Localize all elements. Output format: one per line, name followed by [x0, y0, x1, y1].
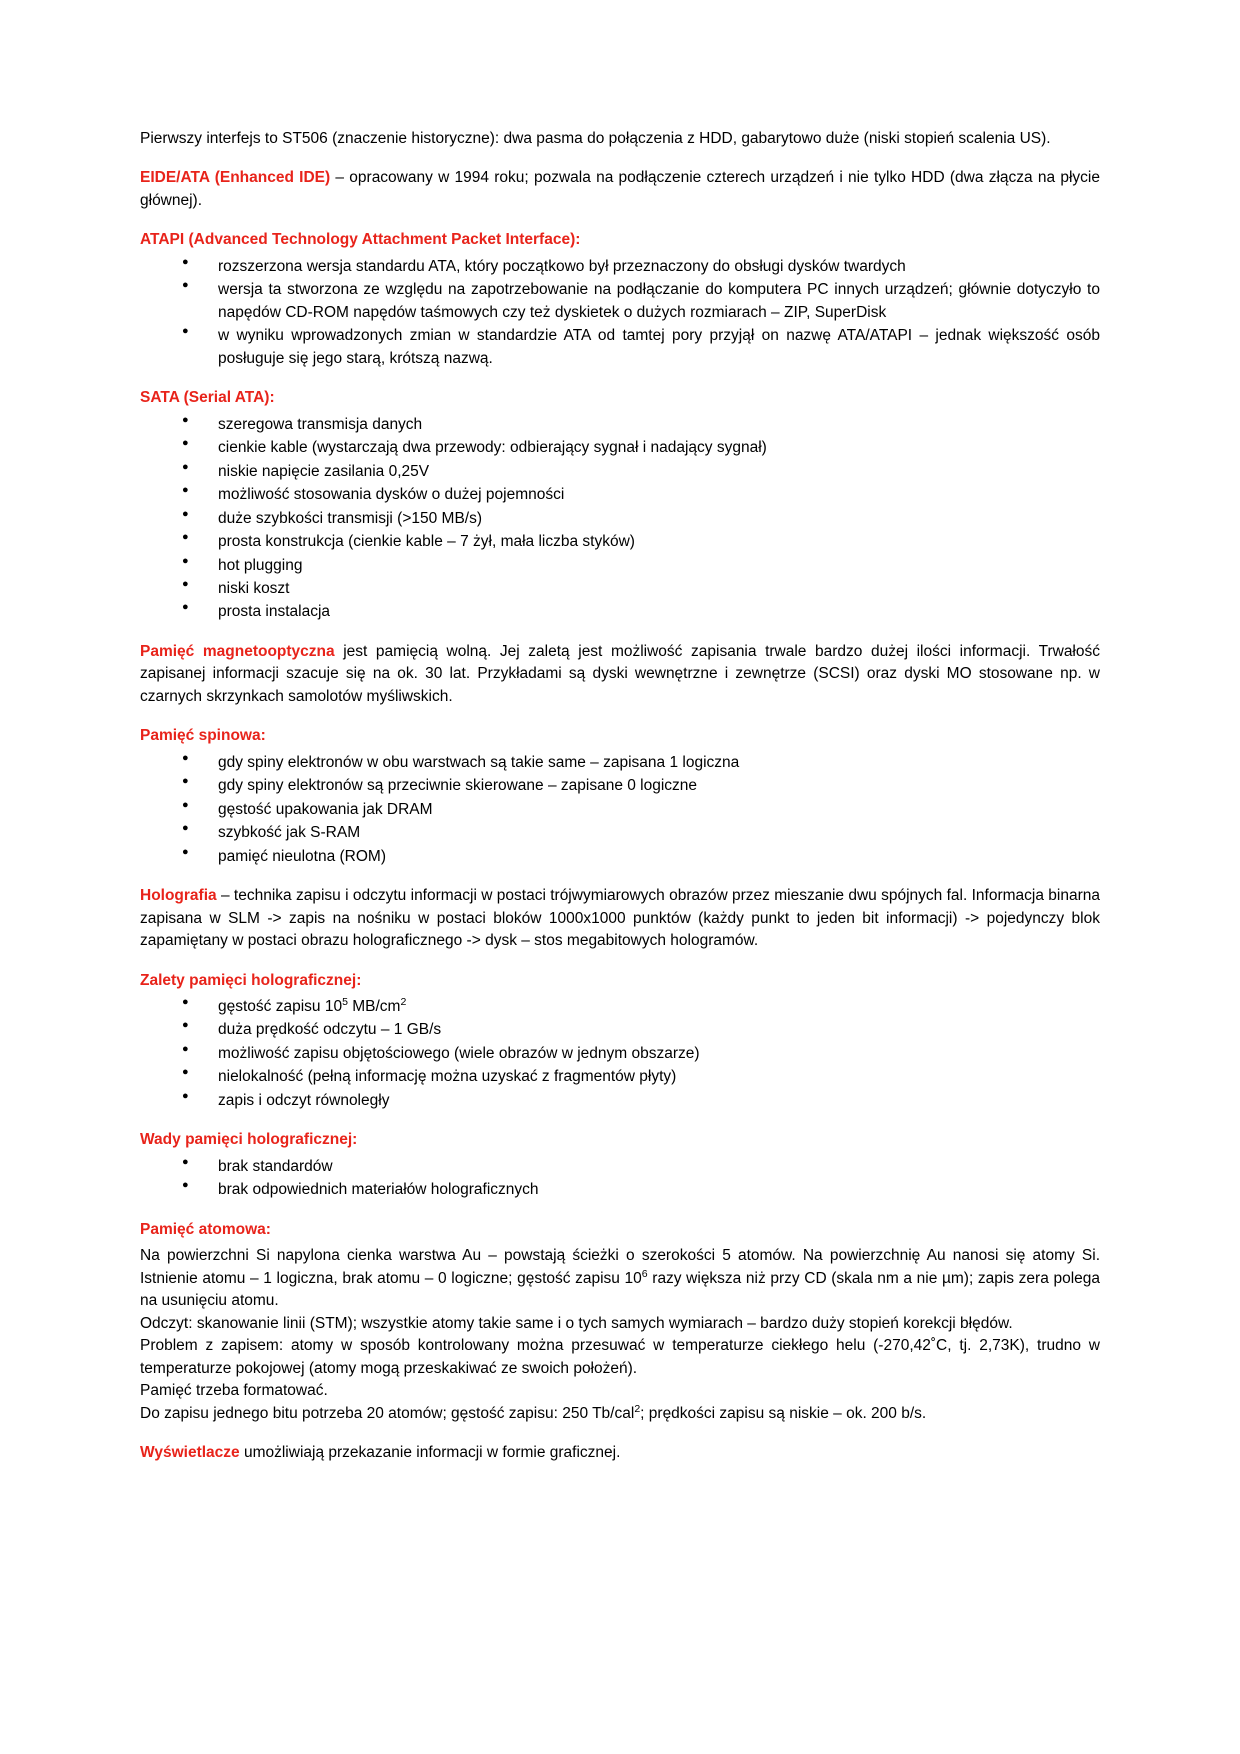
atomowa-heading: Pamięć atomowa: [140, 1220, 271, 1238]
atapi-heading: ATAPI (Advanced Technology Attachment Packet Interface): [140, 231, 581, 249]
spinowa-item-4: ● pamięć nieulotna (ROM) [218, 847, 386, 865]
sata-item-3: ● możliwość stosowania dysków o dużej pojemności [218, 486, 565, 504]
atomowa-body [140, 1245, 1100, 1425]
atapi-item-2: ● w wyniku wprowadzonych zmian w standardzie ATA od tamtej pory przyjął on nazwę ATA/ATAPI – jednak większość osób posługuje się jego starą, krótszą nazwą. [218, 327, 1100, 367]
sata-list [140, 414, 1100, 624]
wyswietlacze-text: umożliwiają przekazanie informacji w formie graficznej. [239, 1443, 621, 1461]
sata-item-8: ● prosta instalacja [218, 603, 331, 621]
atomowa-line1-post: razy większa niż przy CD (skala nm a nie µm); zapis zera polega na usunięciu atomu. [140, 1269, 1100, 1310]
list-item [140, 799, 1100, 821]
atapi-item-1: ● wersja ta stworzona ze względu na zapotrzebowanie na podłączanie do komputera PC innych urządzeń; głównie dotyczyło to napędów CD-ROM napędów taśmowych czy też dyskietek o dużych rozmiarach – ZIP, SuperDisk [218, 281, 1100, 321]
sata-item-1: ● cienkie kable (wystarczają dwa przewody: odbierający sygnał i nadający sygnał) [218, 439, 767, 457]
list-item [140, 846, 1100, 868]
list-item [140, 325, 1100, 370]
eide-paragraph [140, 167, 1100, 212]
zalety-item0-sup2: 2 [400, 995, 407, 1008]
magnetooptyczna-heading: Pamięć magnetooptyczna [140, 642, 335, 660]
atomowa-line5-pre: Do zapisu jednego bitu potrzeba 20 atomów; gęstość zapisu: 250 Tb/cal [140, 1404, 635, 1422]
list-item [140, 996, 1100, 1018]
wyswietlacze-heading: Wyświetlacze [140, 1443, 240, 1461]
atomowa-line1-pre: Na powierzchni Si napylona cienka warstwa Au – powstają ścieżki o szerokości 5 atomów. Na powierzchnię Au nanosi się atomy Si. Istnienie atomu – 1 logiczna, brak atomu – 0 logiczne; gęstość zapisu 10 [140, 1247, 1100, 1287]
list-item [140, 484, 1100, 506]
list-item [140, 1179, 1100, 1201]
atapi-list [140, 256, 1100, 370]
zalety-item0-sup: 5 [342, 995, 348, 1008]
list-item [140, 555, 1100, 577]
atomowa-line5-post: ; prędkości zapisu są niskie – ok. 200 b/s. [640, 1404, 927, 1422]
zalety-item0-pre: gęstość zapisu 10 [218, 998, 343, 1015]
magnetooptyczna-text: jest pamięcią wolną. Jej zaletą jest możliwość zapisania trwale bardzo dużej ilości informacji. Trwałość zapisanej informacji szacuje się na ok. 30 lat. Przykładami są dyski wewnętrzne i zewnętrze (SCSI) oraz dyski MO stosowane np. w czarnych skrzynkach samolotów myśliwskich. [140, 642, 1100, 705]
list-item [140, 508, 1100, 530]
holografia-heading: Holografia [140, 887, 217, 905]
spinowa-item-2: ● gęstość upakowania jak DRAM [218, 800, 433, 818]
atomowa-line-4: Pamięć trzeba formatować. [140, 1382, 328, 1400]
list-item [140, 752, 1100, 774]
eide-heading: EIDE/ATA (Enhanced IDE) [140, 169, 331, 187]
sata-item-5: ● prosta konstrukcja (cienkie kable – 7 żył, mała liczba styków) [218, 533, 635, 551]
sata-item-0: ● szeregowa transmisja danych [218, 415, 423, 433]
list-item [140, 1090, 1100, 1112]
list-item [140, 256, 1100, 278]
atomowa-line1-sup: 6 [641, 1267, 648, 1280]
wady-holo-item-0: ● brak standardów [218, 1157, 333, 1175]
zalety-holo-heading: Zalety pamięci holograficznej: [140, 971, 362, 989]
wady-holo-list [140, 1156, 1100, 1202]
list-item [140, 601, 1100, 623]
zalety-holo-list [140, 996, 1100, 1112]
sata-item-7: ● niski koszt [218, 579, 290, 597]
wyswietlacze-paragraph [140, 1442, 1100, 1464]
list-item [140, 822, 1100, 844]
magnetooptyczna-paragraph [140, 641, 1100, 708]
zalety-item0-post: MB/cm [347, 998, 401, 1015]
wady-holo-item-1: ● brak odpowiednich materiałów holograficznych [218, 1181, 539, 1199]
zalety-holo-item-0 [218, 996, 1100, 1018]
list-item [140, 1019, 1100, 1041]
intro-paragraph [140, 128, 1100, 150]
list-item [140, 1066, 1100, 1088]
atomowa-line-1 [140, 1245, 1100, 1312]
list-item [140, 1156, 1100, 1178]
sata-item-6: ● hot plugging [218, 556, 303, 574]
spinowa-list [140, 752, 1100, 868]
atomowa-line-5 [140, 1403, 1100, 1425]
list-item [140, 531, 1100, 553]
atapi-item-0: ● rozszerzona wersja standardu ATA, który początkowo był przeznaczony do obsługi dysków twardych [218, 257, 906, 275]
holografia-paragraph [140, 885, 1100, 952]
spinowa-item-0: ● gdy spiny elektronów w obu warstwach są takie same – zapisana 1 logiczna [218, 753, 740, 771]
atomowa-line-2: Odczyt: skanowanie linii (STM); wszystkie atomy takie same i o tych samych wymiarach – bardzo duży stopień korekcji błędów. [140, 1314, 1013, 1332]
wady-holo-heading: Wady pamięci holograficznej: [140, 1131, 358, 1149]
spinowa-item-1: ● gdy spiny elektronów są przeciwnie skierowane – zapisane 0 logiczne [218, 777, 698, 795]
atomowa-line5-sup: 2 [634, 1402, 641, 1415]
atomowa-line-3: Problem z zapisem: atomy w sposób kontrolowany można przesuwać w temperaturze ciekłego helu (-270,42˚C, tj. 2,73K), trudno w temperaturze pokojowej (atomy mogą przeskakiwać ze swoich położeń). [140, 1337, 1100, 1377]
list-item [140, 1043, 1100, 1065]
list-item [140, 437, 1100, 459]
zalety-holo-item-2: ● możliwość zapisu objętościowego (wiele obrazów w jednym obszarze) [218, 1044, 700, 1062]
zalety-holo-item-1: ● duża prędkość odczytu – 1 GB/s [218, 1021, 442, 1039]
sata-item-2: ● niskie napięcie zasilania 0,25V [218, 462, 430, 480]
eide-text: – opracowany w 1994 roku; pozwala na podłączenie czterech urządzeń i nie tylko HDD (dwa złącza na płycie głównej). [140, 169, 1100, 209]
holografia-text: – technika zapisu i odczytu informacji w postaci trójwymiarowych obrazów przez mieszanie dwu spójnych fal. Informacja binarna zapisana w SLM -> zapis na nośniku w postaci bloków 1000x1000 punktów (każdy punkt to jeden bit informacji) -> pojedynczy blok zapamiętany w postaci obrazu holograficznego -> dysk – stos megabitowych hologramów. [140, 887, 1100, 950]
spinowa-heading: Pamięć spinowa: [140, 727, 266, 745]
sata-heading: SATA (Serial ATA): [140, 389, 275, 407]
list-item [140, 461, 1100, 483]
sata-item-4: ● duże szybkości transmisji (>150 MB/s) [218, 509, 483, 527]
list-item [140, 279, 1100, 324]
zalety-holo-item-4: ● zapis i odczyt równoległy [218, 1091, 390, 1109]
list-item [140, 414, 1100, 436]
spinowa-item-3: ● szybkość jak S-RAM [218, 824, 361, 842]
intro-text: Pierwszy interfejs to ST506 (znaczenie historyczne): dwa pasma do połączenia z HDD, gabarytowo duże (niski stopień scalenia US). [140, 130, 1051, 147]
list-item [140, 775, 1100, 797]
list-item [140, 578, 1100, 600]
zalety-holo-item-3: ● nielokalność (pełną informację można uzyskać z fragmentów płyty) [218, 1068, 677, 1086]
